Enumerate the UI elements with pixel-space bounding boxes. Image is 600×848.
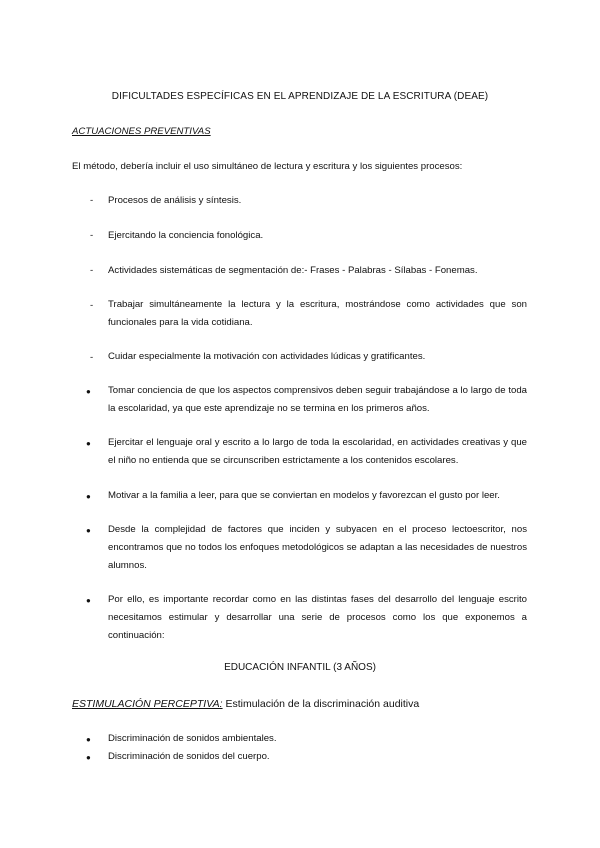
list-item-text: Discriminación de sonidos ambientales. <box>108 733 277 744</box>
dash-marker: - <box>90 352 94 363</box>
list-item-text: Trabajar simultáneamente la lectura y la escritura, mostrándose como actividades que son funcionales para la vida cotidiana. <box>108 299 527 328</box>
bullet-marker: ● <box>86 492 91 501</box>
list-item-text: Procesos de análisis y síntesis. <box>108 195 242 206</box>
list-item-text: Ejercitando la conciencia fonológica. <box>108 230 264 241</box>
perceptive-label: ESTIMULACIÓN PERCEPTIVA: <box>72 698 223 710</box>
section-heading-preventivas: ACTUACIONES PREVENTIVAS <box>72 126 211 137</box>
bullet-marker: ● <box>86 439 91 448</box>
bullet-marker: ● <box>86 753 91 762</box>
list-item-text: Cuidar especialmente la motivación con actividades lúdicas y gratificantes. <box>108 351 426 362</box>
bullet-marker: ● <box>86 387 91 396</box>
list-item-text: Por ello, es importante recordar como en las distintas fases del desarrollo del lenguaje escrito necesitamos estimular y desarrollar una serie de procesos como los que exponemos a continuación: <box>108 594 527 641</box>
dash-marker: - <box>90 300 94 311</box>
bullet-marker: ● <box>86 735 91 744</box>
perceptive-heading <box>72 698 419 710</box>
list-item-text: Ejercitar el lenguaje oral y escrito a lo largo de toda la escolaridad, en actividades creativas y que el niño no entienda que se circunscriben estrictamente a los contenidos escolares. <box>108 437 527 466</box>
bullet-marker: ● <box>86 526 91 535</box>
dash-marker: - <box>90 230 94 241</box>
intro-paragraph: El método, debería incluir el uso simultáneo de lectura y escritura y los siguientes procesos: <box>72 161 463 172</box>
document-title: DIFICULTADES ESPECÍFICAS EN EL APRENDIZAJE DE LA ESCRITURA (DEAE) <box>111 91 489 102</box>
bullet-marker: ● <box>86 596 91 605</box>
list-item-text: Motivar a la familia a leer, para que se conviertan en modelos y favorezcan el gusto por leer. <box>108 490 500 501</box>
perceptive-text: Estimulación de la discriminación auditiva <box>222 698 420 710</box>
dash-marker: - <box>90 195 94 206</box>
list-item-text: Tomar conciencia de que los aspectos comprensivos deben seguir trabajándose a lo largo de toda la escolaridad, ya que este aprendizaje no se termina en los primeros años. <box>108 385 527 414</box>
dash-marker: - <box>90 265 94 276</box>
list-item-text: Actividades sistemáticas de segmentación de:- Frases - Palabras - Sílabas - Fonemas. <box>108 265 478 276</box>
section-heading-infantil: EDUCACIÓN INFANTIL (3 AÑOS) <box>224 662 376 673</box>
list-item-text: Desde la complejidad de factores que inciden y subyacen en el proceso lectoescritor, nos encontramos que no todos los enfoques metodológicos se adaptan a las necesidades de nuestros alumnos. <box>108 524 527 571</box>
list-item-text: Discriminación de sonidos del cuerpo. <box>108 751 270 762</box>
